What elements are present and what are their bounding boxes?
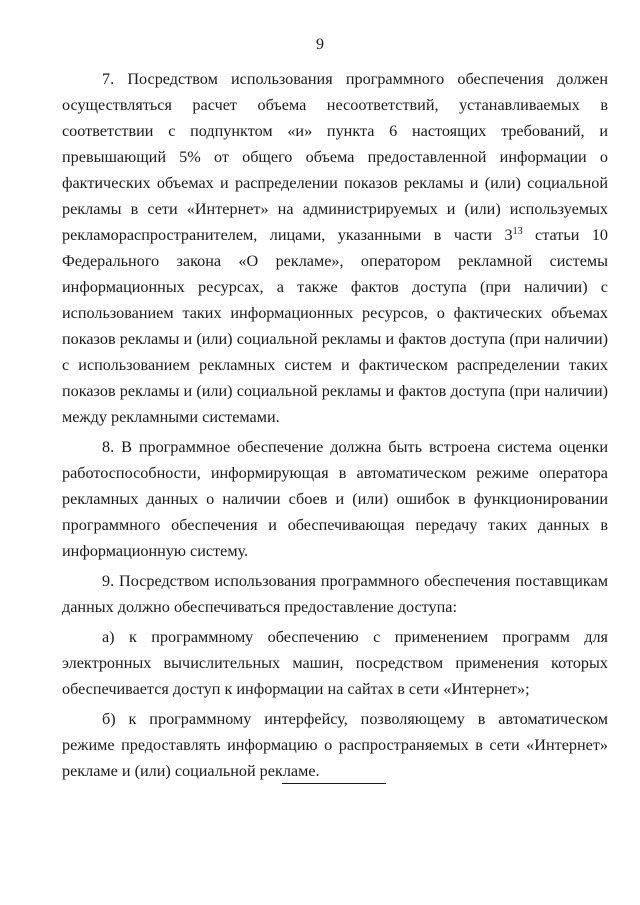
footnote-superscript: 13 <box>512 226 523 237</box>
page-number: 9 <box>316 36 324 53</box>
paragraph-7-text-start: 7. Посредством использования программного обеспечения должен осуществляться расчет объема несоответствий, устанавливаемых в соответствии с подпунктом «и» пункта 6 настоящих требований, и превышающий 5% от общего объема предоставленной информации о фактических объемах и распределении показов рекламы и (или) социальной рекламы в сети «Интернет» на администрируемых и (или) используемых рекламораспространителем, лицами, указанными в части 3 <box>62 70 608 244</box>
paragraph-9: 9. Посредством использования программного обеспечения поставщикам данных должно обеспечиваться предоставление доступа: <box>62 572 608 616</box>
end-of-text-rule <box>282 783 386 784</box>
paragraph-9-item-a: а) к программному обеспечению с применением программ для электронных вычислительных машин, посредством применения которых обеспечивается доступ к информации на сайтах в сети «Интернет»; <box>62 628 608 698</box>
paragraph-7-text-end: статьи 10 Федерального закона «О рекламе», оператором рекламной системы информационных ресурсах, а также фактов доступа (при наличии) с использованием таких информационных ресурсов, о фактических объемах показов рекламы и (или) социальной рекламы и фактов доступа (при наличии) с использованием рекламных систем и фактическом распределении таких показов рекламы и (или) социальной рекламы и фактов доступа (при наличии) между рекламными системами. <box>62 226 609 426</box>
paragraph-8: 8. В программное обеспечение должна быть встроена система оценки работоспособности, информирующая в автоматическом режиме оператора рекламных данных о наличии сбоев и (или) ошибок в функционировании программного обеспечения и обеспечивающая передачу таких данных в информационную систему. <box>62 438 608 560</box>
document-body <box>62 66 608 784</box>
paragraph-7 <box>62 66 608 430</box>
paragraph-9-item-b: б) к программному интерфейсу, позволяющему в автоматическом режиме предоставлять информацию о распространяемых в сети «Интернет» рекламе и (или) социальной рекламе. <box>62 710 608 780</box>
